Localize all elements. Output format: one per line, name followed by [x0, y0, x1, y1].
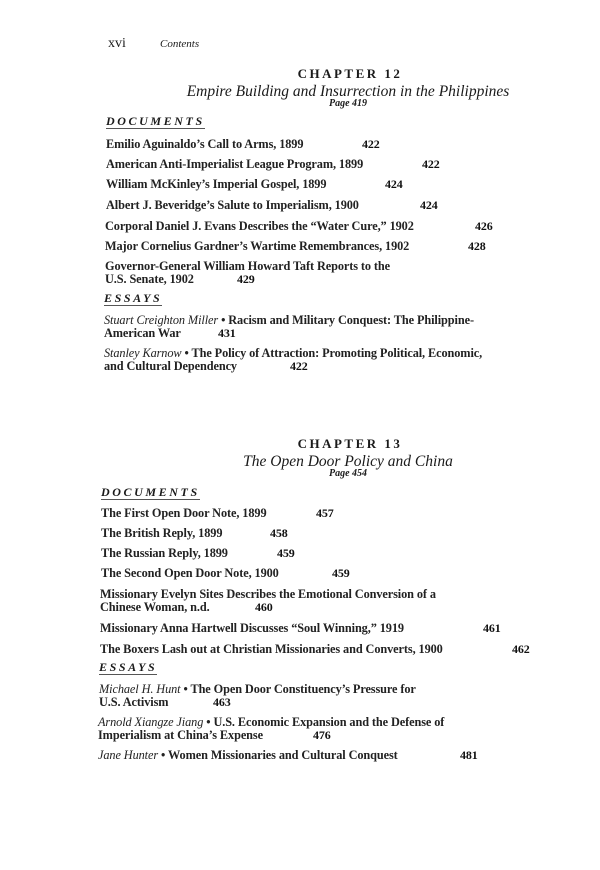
toc-entry[interactable] — [100, 588, 436, 614]
entry-page: 481 — [460, 748, 478, 762]
essay-author: Jane Hunter — [98, 748, 159, 762]
entry-page: 426 — [475, 219, 493, 233]
entry-page: 424 — [385, 177, 403, 191]
toc-essay[interactable] — [98, 716, 444, 742]
entry-title: Racism and Military Conquest: The Philippine- — [228, 313, 474, 327]
entry-title: Emilio Aguinaldo’s Call to Arms, 1899 — [106, 137, 304, 151]
entry-title-cont: Chinese Woman, n.d. — [100, 600, 210, 614]
entry-title: The Policy of Attraction: Promoting Political, Economic, — [191, 346, 483, 360]
entry-title: Missionary Anna Hartwell Discusses “Soul Winning,” 1919 — [100, 621, 404, 635]
essay-author: Michael H. Hunt — [99, 682, 181, 696]
bullet: • — [161, 748, 166, 762]
entry-title: The Second Open Door Note, 1900 — [101, 566, 279, 580]
entry-title: Governor-General William Howard Taft Reports to the — [105, 259, 390, 273]
entry-page: 431 — [218, 326, 236, 340]
page-folio: xvi — [108, 36, 126, 51]
entry-title: Corporal Daniel J. Evans Describes the “Water Cure,” 1902 — [105, 219, 414, 233]
essays-heading: ESSAYS — [99, 660, 158, 674]
documents-heading: DOCUMENTS — [101, 485, 200, 499]
toc-entry[interactable] — [106, 198, 438, 212]
entry-page: 460 — [255, 600, 273, 614]
chapter-title: Empire Building and Insurrection in the Philippines — [186, 83, 510, 100]
toc-entry[interactable] — [101, 566, 350, 580]
toc-essay[interactable] — [104, 347, 482, 373]
entry-title: The Russian Reply, 1899 — [101, 546, 228, 560]
toc-entry[interactable] — [105, 219, 493, 233]
entry-title: The Boxers Lash out at Christian Missionaries and Converts, 1900 — [100, 642, 443, 656]
entry-page: 461 — [483, 621, 501, 635]
entry-title-cont: U.S. Senate, 1902 — [105, 272, 194, 286]
entry-title: Missionary Evelyn Sites Describes the Emotional Conversion of a — [100, 587, 436, 601]
chapter-label: CHAPTER 12 — [297, 66, 403, 81]
bullet: • — [183, 682, 188, 696]
entry-title: American Anti-Imperialist League Program, 1899 — [106, 157, 364, 171]
toc-essay[interactable] — [104, 314, 474, 340]
entry-page: 459 — [277, 546, 295, 560]
entry-title: The Open Door Constituency’s Pressure for — [190, 682, 416, 696]
entry-page: 463 — [213, 695, 231, 709]
entry-page: 422 — [362, 137, 380, 151]
entry-title: The First Open Door Note, 1899 — [101, 506, 267, 520]
toc-entry[interactable] — [101, 506, 334, 520]
entry-title-cont: U.S. Activism — [99, 695, 169, 709]
toc-entry[interactable] — [105, 260, 390, 286]
entry-title-cont: and Cultural Dependency — [104, 359, 237, 373]
entry-page: 422 — [290, 359, 308, 373]
documents-heading: DOCUMENTS — [106, 114, 205, 128]
chapter-page: Page 419 — [328, 98, 368, 109]
bullet: • — [221, 313, 226, 327]
chapter-title: The Open Door Policy and China — [243, 453, 453, 470]
toc-entry[interactable] — [100, 642, 530, 656]
essays-heading: ESSAYS — [104, 291, 163, 305]
entry-page: 429 — [237, 272, 255, 286]
entry-title-cont: American War — [104, 326, 181, 340]
bullet: • — [184, 346, 189, 360]
chapter-page: Page 454 — [328, 468, 368, 479]
essay-author: Arnold Xiangze Jiang — [98, 715, 204, 729]
toc-entry[interactable] — [106, 157, 440, 171]
toc-entry[interactable] — [105, 239, 486, 253]
toc-entry[interactable] — [106, 177, 403, 191]
toc-essay[interactable] — [99, 683, 416, 709]
entry-title: U.S. Economic Expansion and the Defense of — [213, 715, 445, 729]
entry-page: 457 — [316, 506, 334, 520]
entry-title: Major Cornelius Gardner’s Wartime Remembrances, 1902 — [105, 239, 410, 253]
toc-entry[interactable] — [106, 137, 380, 151]
entry-title: William McKinley’s Imperial Gospel, 1899 — [106, 177, 327, 191]
toc-entry[interactable] — [100, 621, 501, 635]
essay-author: Stanley Karnow — [104, 346, 182, 360]
entry-title: The British Reply, 1899 — [101, 526, 223, 540]
entry-title-cont: Imperialism at China’s Expense — [98, 728, 263, 742]
entry-page: 422 — [422, 157, 440, 171]
toc-essay[interactable] — [98, 748, 478, 762]
entry-page: 428 — [468, 239, 486, 253]
entry-title: Women Missionaries and Cultural Conquest — [168, 748, 398, 762]
entry-title: Albert J. Beveridge’s Salute to Imperialism, 1900 — [106, 198, 359, 212]
chapter-label: CHAPTER 13 — [297, 436, 403, 451]
toc-entry[interactable] — [101, 526, 288, 540]
toc-entry[interactable] — [101, 546, 295, 560]
running-head: Contents — [160, 38, 200, 50]
bullet: • — [206, 715, 211, 729]
entry-page: 424 — [420, 198, 438, 212]
entry-page: 476 — [313, 728, 331, 742]
entry-page: 462 — [512, 642, 530, 656]
essay-author: Stuart Creighton Miller — [104, 313, 219, 327]
entry-page: 459 — [332, 566, 350, 580]
entry-page: 458 — [270, 526, 288, 540]
